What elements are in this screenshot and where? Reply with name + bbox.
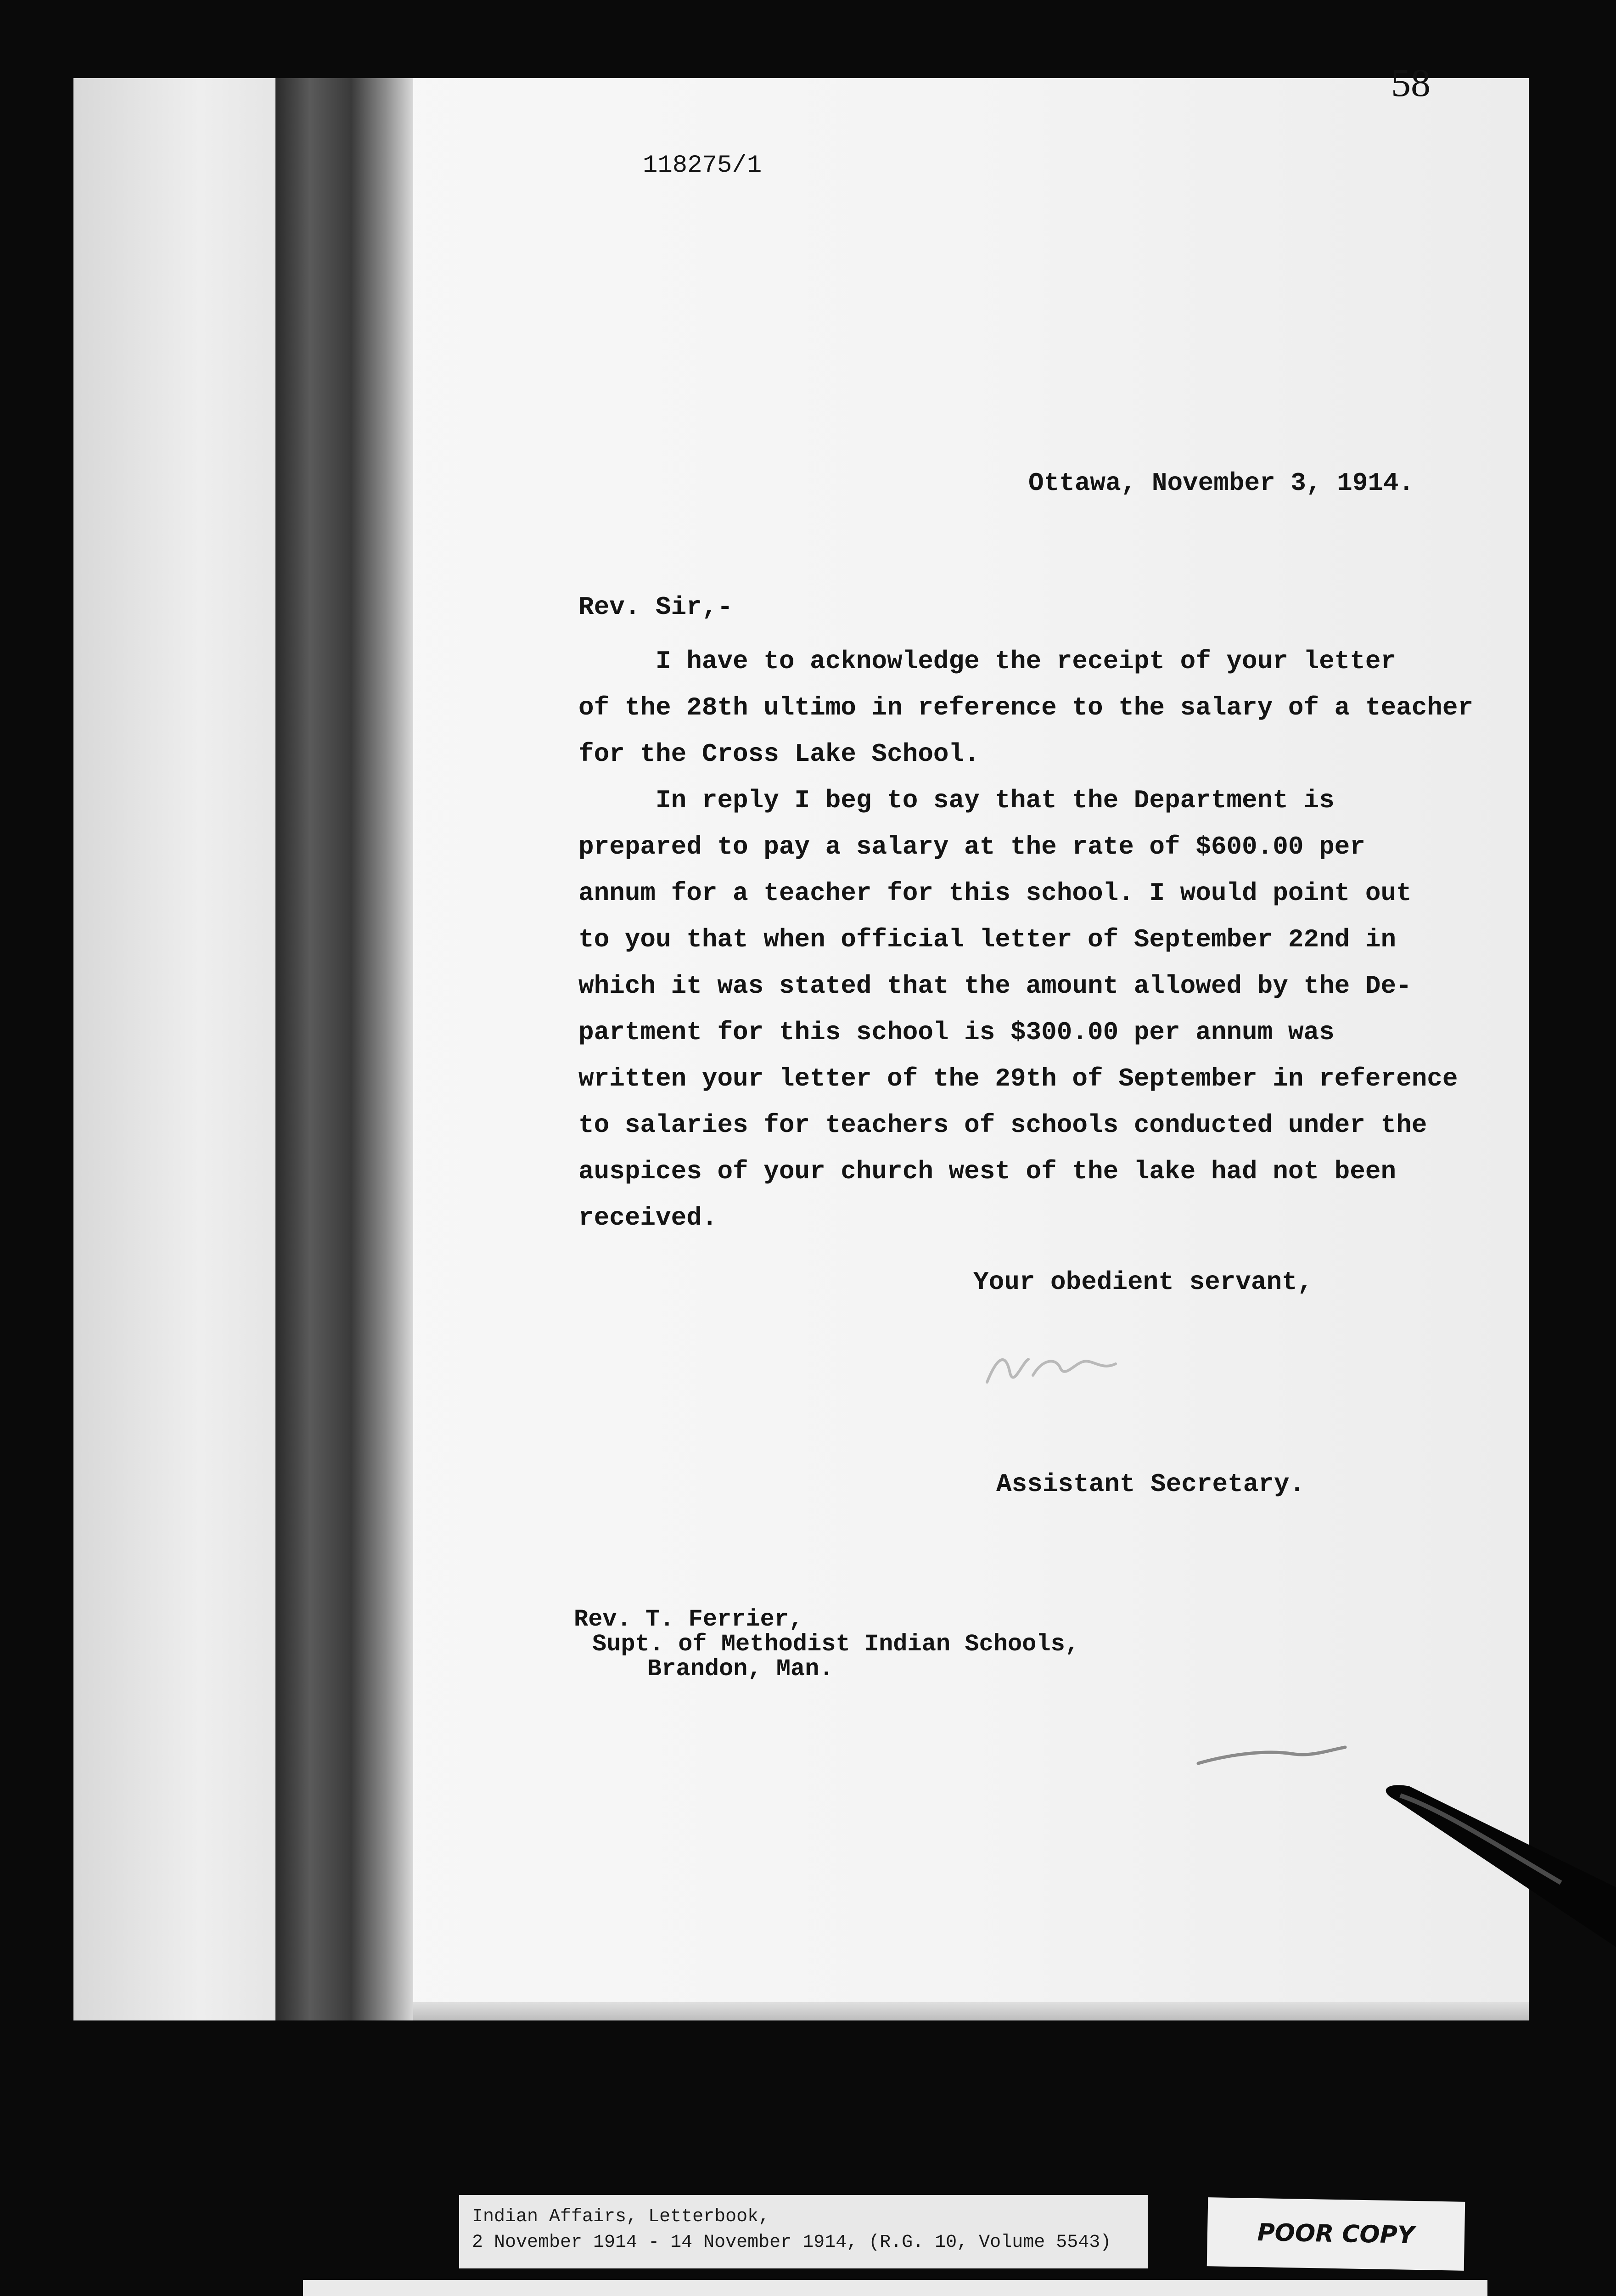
- addressee-name: Rev. T. Ferrier,: [574, 1606, 803, 1633]
- body-line: of the 28th ultimo in reference to the salary of a teacher: [578, 693, 1474, 722]
- condition-note: POOR COPY: [1207, 2197, 1465, 2271]
- date-line: Ottawa, November 3, 1914.: [1028, 468, 1414, 498]
- body-line: In reply I beg to say that the Department is: [578, 786, 1335, 815]
- closing: Your obedient servant,: [973, 1267, 1313, 1297]
- catalog-line: 2 November 1914 - 14 November 1914, (R.G. 10, Volume 5543): [472, 2232, 1111, 2253]
- addressee-location: Brandon, Man.: [647, 1655, 834, 1683]
- salutation: Rev. Sir,-: [578, 592, 733, 622]
- body-line: received.: [578, 1203, 718, 1232]
- archives-stamp: [303, 2280, 1487, 2296]
- body-line: to salaries for teachers of schools conducted under the: [578, 1110, 1427, 1140]
- body-line: prepared to pay a salary at the rate of $600.00 per: [578, 832, 1365, 861]
- signature-mark: [978, 1332, 1129, 1401]
- page-margin-strip: [73, 78, 285, 2020]
- pencil-mark: [1194, 1736, 1350, 1777]
- letter-body: [578, 638, 1506, 1241]
- addressee-position: Supt. of Methodist Indian Schools,: [592, 1631, 1079, 1658]
- page-holder-pointer: [1368, 1782, 1616, 1947]
- body-line: annum for a teacher for this school. I would point out: [578, 878, 1412, 908]
- signer-title: Assistant Secretary.: [996, 1469, 1305, 1499]
- body-line: to you that when official letter of September 22nd in: [578, 925, 1397, 954]
- body-line: written your letter of the 29th of September in reference: [578, 1064, 1458, 1093]
- body-line: I have to acknowledge the receipt of your letter: [578, 647, 1397, 676]
- catalog-line: Indian Affairs, Letterbook,: [472, 2206, 770, 2227]
- catalog-card: [459, 2195, 1148, 2268]
- addressee-block: [574, 1607, 1079, 1682]
- body-line: partment for this school is $300.00 per annum was: [578, 1018, 1335, 1047]
- file-reference: 118275/1: [643, 152, 762, 180]
- body-line: auspices of your church west of the lake had not been: [578, 1157, 1397, 1186]
- page-number: 58: [1391, 61, 1431, 105]
- body-line: which it was stated that the amount allowed by the De-: [578, 971, 1412, 1001]
- body-line: for the Cross Lake School.: [578, 739, 980, 769]
- binding-fold-shadow: [275, 78, 413, 2020]
- page-bottom-edge: [413, 2002, 1529, 2020]
